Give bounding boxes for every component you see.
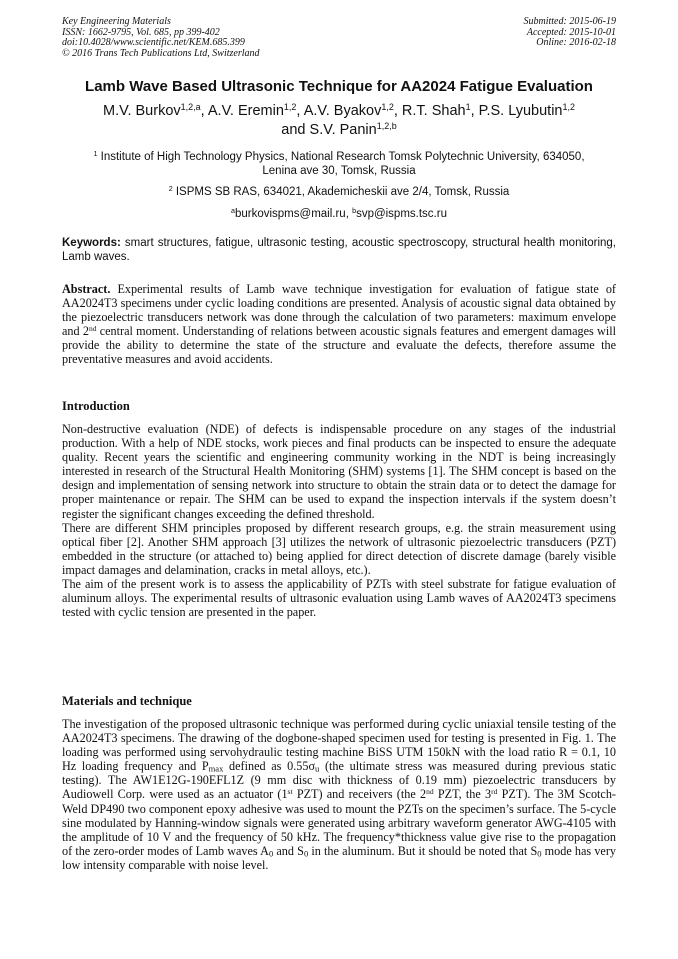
author-name: R.T. Shah xyxy=(401,103,466,119)
accepted-date: Accepted: 2015-10-01 xyxy=(526,26,616,38)
paragraph: Non-destructive evaluation (NDE) of defects is indispensable procedure on any stages of the industrial production. With a help of NDE stocks, work pieces and final products can be inspected to ensure the adequate quality. Recent years the scientific and engineering community working in the NDT is being increasingly interested in research of the Structural Health Monitoring (SHM) systems [1]. The SHM concept is based on the design and implementation of sensing network into structure to obtain the strain data or to detect the damage for proper maintenance or repair. The SHM can be used to expand the inspection intervals if the system doesn’t register the significant changes exceeding the defined threshold. xyxy=(62,422,616,521)
author-emails xyxy=(62,207,616,221)
abstract xyxy=(62,282,616,367)
keywords-text: smart structures, fatigue, ultrasonic testing, acoustic spectroscopy, structural health monitoring, Lamb waves. xyxy=(62,237,616,263)
materials-text: The investigation of the proposed ultrasonic technique was performed during cyclic uniaxial tensile testing of the AA2024T3 specimens. The drawing of the dogbone-shaped specimen used for testing is presented in Fig. 1. The loading was performed using servohydraulic testing machine BiSS UTM 150kN with the load ratio R = 0.1, 10 Hz loading frequency and P xyxy=(62,717,616,774)
abstract-text: central moment. Understanding of relations between acoustic signals features and emergent damages will provide the ability to determine the state of the structure and evaluate the defects, therefore assume the preventative measures and avoid accidents. xyxy=(62,324,616,367)
author-affil-sup: 1 xyxy=(465,102,471,113)
materials-text: in the aluminum. But it should be noted that S xyxy=(308,843,538,858)
introduction-heading: Introduction xyxy=(62,399,130,413)
materials-text: PZT) and receivers (the 2 xyxy=(292,787,427,802)
author-name: A.V. Byakov xyxy=(303,103,382,119)
author-separator: , xyxy=(393,103,402,119)
journal-copyright: © 2016 Trans Tech Publications Ltd, Switzerland xyxy=(62,47,260,59)
keywords xyxy=(62,236,616,264)
author-name: P.S. Lyubutin xyxy=(478,103,563,119)
subscript: 0 xyxy=(303,848,309,859)
author-affil-sup: 1,2 xyxy=(283,102,297,113)
paragraph: The aim of the present work is to assess the applicability of PZTs with steel substrate for fatigue evaluation of aluminum alloys. The experimental results of ultrasonic evaluation using Lamb waves of AA2024T3 specimens tested with cyclic tension are presented in the paper. xyxy=(62,577,616,620)
journal-issn: ISSN: 1662-9795, Vol. 685, pp 399-402 xyxy=(62,26,220,38)
abstract-sup: nd xyxy=(88,324,97,334)
affiliation-2 xyxy=(62,185,616,199)
affiliation-text: ISPMS SB RAS, 634021, Akademicheskii ave 2/4, Tomsk, Russia xyxy=(172,186,510,198)
online-date: Online: 2016-02-18 xyxy=(536,37,616,48)
journal-header xyxy=(62,17,260,59)
email-link[interactable]: svp@ispms.tsc.ru xyxy=(356,208,447,220)
author-list xyxy=(70,102,608,140)
author-affil-sup: 1,2,a xyxy=(180,102,201,113)
author-separator: , xyxy=(470,103,479,119)
subscript: max xyxy=(208,763,224,774)
journal-doi: doi:10.4028/www.scientific.net/KEM.685.399 xyxy=(62,37,245,48)
materials-text: mode has very low intensity comparable with noise level. xyxy=(62,843,616,872)
materials-text: and S xyxy=(273,843,304,858)
superscript: nd xyxy=(426,787,434,797)
abstract-text: Experimental results of Lamb wave technique investigation for evaluation of fatigue state of AA2024T3 specimens under cyclic loading conditions are presented. Analysis of acoustic signal data obtained by the piezoelectric transducers network was done through the calculation of two parameters: maximum envelope and 2 xyxy=(62,282,616,339)
materials-body xyxy=(62,717,616,872)
superscript: rd xyxy=(491,787,498,797)
materials-text: defined as 0.55σ xyxy=(223,759,316,774)
author-and: and xyxy=(281,122,310,138)
materials-heading: Materials and technique xyxy=(62,694,192,708)
author-affil-sup: 1,2 xyxy=(562,102,575,113)
subscript: 0 xyxy=(537,848,542,859)
affiliation-1 xyxy=(62,150,616,178)
superscript: st xyxy=(287,787,293,797)
author-separator: , xyxy=(200,103,208,119)
email-link[interactable]: burkovispms@mail.ru, xyxy=(234,208,353,220)
abstract-label: Abstract. xyxy=(62,282,111,296)
affiliation-text: Institute of High Technology Physics, National Research Tomsk Polytechnic University, 634050, xyxy=(97,151,585,163)
journal-name: Key Engineering Materials xyxy=(62,16,171,27)
author-name: A.V. Eremin xyxy=(207,103,284,119)
materials-text: (the ultimate stress was measured during previous static testing). The AW1E12G-190EFL1Z (9 mm disc with thickness of 0.19 mm) piezoelectric transducers by Audiowell Corp. were used as an actuator (1 xyxy=(62,759,616,802)
subscript: 0 xyxy=(268,848,274,859)
subscript: u xyxy=(315,763,320,774)
introduction-body xyxy=(62,422,616,619)
paragraph: There are different SHM principles proposed by different research groups, e.g. the strain measurement using optical fiber [2]. Another SHM approach [3] utilizes the network of ultrasonic piezoelectric transducers (PZT) embedded in the structure (or attached to) being applied for direct detection of discrete damage (barely visible impact damages and delamination, cracks in metal alloys, etc.). xyxy=(62,520,616,577)
affiliation-sup: 1 xyxy=(93,150,98,159)
affiliation-text: Lenina ave 30, Tomsk, Russia xyxy=(262,165,416,177)
email-sup: b xyxy=(352,207,357,216)
author-name: M.V. Burkov xyxy=(103,103,181,119)
author-separator: , xyxy=(296,103,304,119)
keywords-label: Keywords: xyxy=(62,237,121,249)
materials-text: PZT, the 3 xyxy=(433,787,492,802)
affiliation-sup: 2 xyxy=(168,185,173,194)
email-sup: a xyxy=(231,207,235,216)
submitted-date: Submitted: 2015-06-19 xyxy=(523,16,616,27)
paper-title: Lamb Wave Based Ultrasonic Technique for AA2024 Fatigue Evaluation xyxy=(85,78,593,95)
dates-header xyxy=(524,17,617,49)
author-affil-sup: 1,2,b xyxy=(376,121,397,132)
author-affil-sup: 1,2 xyxy=(381,102,394,113)
author-name: S.V. Panin xyxy=(309,122,377,138)
materials-text: PZT). The 3M Scotch-Weld DP490 two component epoxy adhesive was used to mount the PZTs on the specimen’s surface. The 5-cycle sine modulated by Hanning-window signals were generated using arbitrary waveform generator AWG-4105 with the amplitude of 10 V and the frequency of 50 kHz. The frequency*thickness value give rise to the propagation of the zero-order modes of Lamb waves A xyxy=(62,787,616,858)
